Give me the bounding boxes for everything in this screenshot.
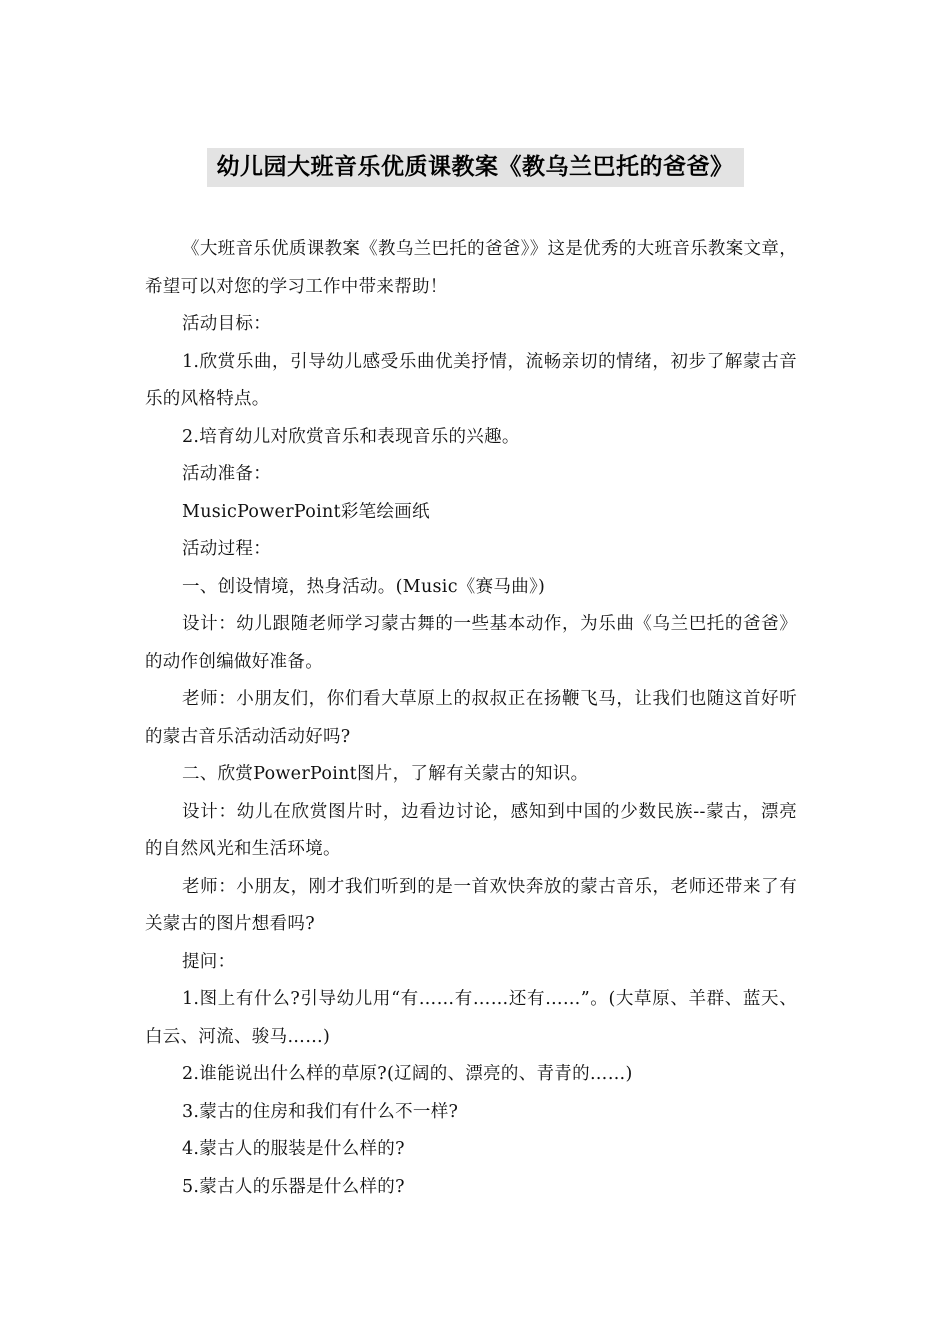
- paragraph-question-5: 5.蒙古人的乐器是什么样的?: [182, 1176, 405, 1197]
- paragraph-objective-2: 2.培育幼儿对欣赏音乐和表现音乐的兴趣。: [182, 426, 520, 447]
- paragraph-teacher-2: 老师：小朋友，刚才我们听到的是一首欢快奔放的蒙古音乐，老师还带来了有关蒙古的图片想看吗?: [145, 876, 797, 934]
- paragraph-design-2: 设计：幼儿在欣赏图片时，边看边讨论，感知到中国的少数民族--蒙古，漂亮的自然风光和生活环境。: [145, 801, 797, 859]
- title-container: [0, 148, 950, 187]
- heading-questions: 提问：: [182, 951, 236, 972]
- paragraph-question-4: 4.蒙古人的服装是什么样的?: [182, 1139, 405, 1159]
- document-title: 幼儿园大班音乐优质课教案《教乌兰巴托的爸爸》: [207, 148, 744, 187]
- paragraph-intro: 《大班音乐优质课教案《教乌兰巴托的爸爸》》这是优秀的大班音乐教案文章，希望可以对您的学习工作中带来帮助！: [145, 239, 797, 297]
- paragraph-question-3: 3.蒙古的住房和我们有什么不一样?: [182, 1101, 459, 1122]
- paragraph-step-2: 二、欣赏PowerPoint图片，了解有关蒙古的知识。: [182, 764, 589, 784]
- paragraph-materials: MusicPowerPoint彩笔绘画纸: [182, 501, 430, 522]
- heading-objectives: 活动目标：: [182, 314, 271, 334]
- paragraph-design-1: 设计：幼儿跟随老师学习蒙古舞的一些基本动作，为乐曲《乌兰巴托的爸爸》的动作创编做好准备。: [145, 614, 797, 672]
- heading-preparation: 活动准备：: [182, 464, 271, 484]
- paragraph-question-1: 1.图上有什么?引导幼儿用“有……有……还有……”。(大草原、羊群、蓝天、白云、河流、骏马……): [145, 989, 797, 1047]
- document-body: [145, 231, 797, 1206]
- paragraph-question-2: 2.谁能说出什么样的草原?(辽阔的、漂亮的、青青的……): [182, 1064, 633, 1084]
- paragraph-teacher-1: 老师：小朋友们，你们看大草原上的叔叔正在扬鞭飞马，让我们也随这首好听的蒙古音乐活动活动好吗?: [145, 689, 797, 747]
- heading-process: 活动过程：: [182, 539, 271, 559]
- paragraph-step-1: 一、创设情境，热身活动。(Music《赛马曲》): [182, 576, 546, 597]
- paragraph-objective-1: 1.欣赏乐曲，引导幼儿感受乐曲优美抒情，流畅亲切的情绪，初步了解蒙古音乐的风格特点。: [145, 351, 797, 409]
